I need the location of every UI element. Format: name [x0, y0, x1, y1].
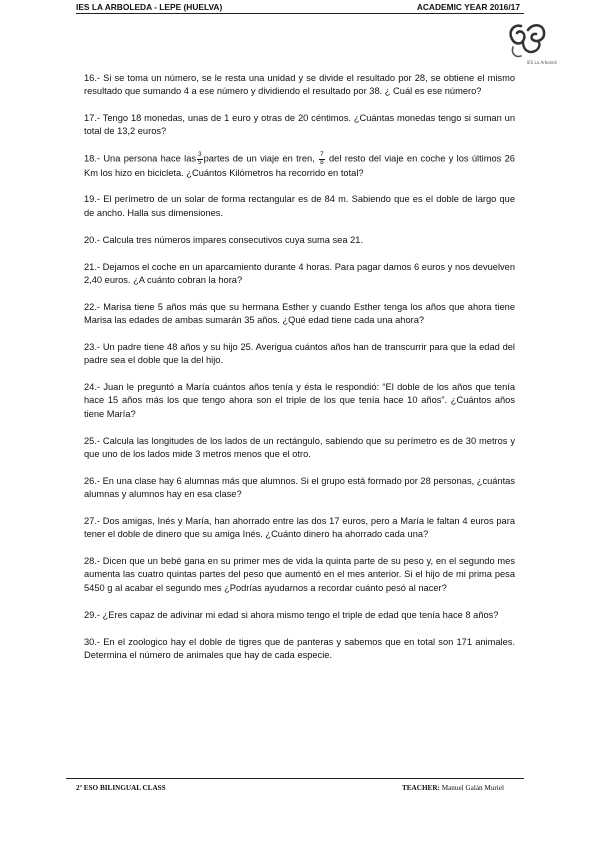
- problem-22: 22.- Marisa tiene 5 años más que su hermana Esther y cuando Esther tenga los años que ahora tiene Marisa las edades de ambas sumarán 35 años. ¿Qué edad tiene cada una ahora?: [84, 301, 515, 326]
- fraction-numerator: 3: [198, 151, 202, 159]
- footer-divider: [66, 778, 524, 779]
- fraction-seven-eighths: [319, 152, 325, 166]
- problem-21: 21.- Dejamos el coche en un aparcamiento durante 4 horas. Para pagar damos 6 euros y nos devuelven 2,40 euros. ¿A cuánto cobran la hora?: [84, 261, 515, 285]
- logo-caption: IES La Arboleda: [527, 60, 557, 65]
- problem-16: 16.- Si se toma un número, se le resta una unidad y se divide el resultado por 28, se obtiene el mismo resultado que sumando 4 a ese número y dividiendo el resultado por 38. ¿ Cuál es ese número?: [84, 73, 515, 97]
- problem-17: 17.- Tengo 18 monedas, unas de 1 euro y otras de 20 céntimos. ¿Cuántas monedas tengo si suman un total de 13,2 euros?: [84, 113, 515, 137]
- problem-26: 26.- En una clase hay 6 alumnas más que alumnos. Si el grupo está formado por 28 personas, ¿cuántas alumnas y alumnos hay en esa clase?: [84, 475, 516, 500]
- problem-30: 30.- En el zoologico hay el doble de tigres que de panteras y sabemos que en total son 171 animales. Determina el número de animales que hay de cada especie.: [84, 636, 515, 660]
- fraction-three-fifths: [197, 152, 203, 166]
- problem-23: 23.- Un padre tiene 48 años y su hijo 25. Averigua cuántos años han de transcurrir para que la edad del padre sea el doble que la del hijo.: [84, 341, 515, 366]
- school-logo-icon: [505, 20, 557, 66]
- fraction-denominator: 5: [198, 158, 202, 166]
- problem-list: [84, 72, 515, 676]
- fraction-numerator: 7: [320, 151, 324, 159]
- class-name: 2º ESO BILINGUAL CLASS: [76, 784, 166, 792]
- problem-27: 27.- Dos amigas, Inés y María, han ahorrado entre las dos 17 euros, pero a María le faltan 4 euros para tener el doble de dinero que su amiga Inés. ¿Cuánto dinero ha ahorrado cada una?: [84, 515, 515, 540]
- school-name: IES LA ARBOLEDA - LEPE (HUELVA): [76, 2, 223, 12]
- problem-18-text-end: del resto del viaje en coche y los últimos 26 Km los hizo en bicicleta. ¿Cuántos Kilómetros ha recorrido en total?: [84, 153, 515, 178]
- problem-18-text-middle: partes de un viaje en tren,: [203, 153, 315, 164]
- page-footer: [76, 784, 504, 796]
- teacher-name: Manuel Galán Muriel: [441, 784, 504, 792]
- problem-18-text-start: 18.- Una persona hace las: [84, 153, 197, 164]
- problem-24: 24.- Juan le preguntó a María cuántos años tenía y ésta le respondió: “El doble de los años que tenía hace 15 años más los que tengo ahora son el triple de los que tenía hace 10 años”. ¿Cuántos años tiene María?: [84, 382, 515, 419]
- problem-29: 29.- ¿Eres capaz de adivinar mi edad si ahora mismo tengo el triple de edad que tenía hace 8 años?: [84, 609, 499, 620]
- problem-25: 25.- Calcula las longitudes de los lados de un rectángulo, sabiendo que su perímetro es de 30 metros y que uno de los lados mide 3 metros menos que el otro.: [84, 435, 515, 459]
- header-divider: [76, 13, 524, 14]
- teacher-credit: [402, 784, 504, 792]
- problem-18: [84, 152, 515, 179]
- problem-19: 19.- El perímetro de un solar de forma rectangular es de 84 m. Sabiendo que es el doble de largo que de ancho. Halla sus dimensiones.: [84, 194, 515, 218]
- fraction-denominator: 8: [320, 158, 324, 166]
- problem-20: 20.- Calcula tres números impares consecutivos cuya suma sea 21.: [84, 234, 364, 245]
- academic-year: ACADEMIC YEAR 2016/17: [416, 2, 520, 12]
- teacher-label: TEACHER:: [401, 784, 440, 792]
- problem-28: 28.- Dicen que un bebé gana en su primer mes de vida la quinta parte de su peso y, en el segundo mes aumenta las cuatro quintas partes del peso que aumentó en el mes anterior. Si el hijo de mi prima pesa 5450 g al acabar el segundo mes ¿Podrías ayudarnos a recordar cuánto pesó al nacer?: [84, 556, 515, 593]
